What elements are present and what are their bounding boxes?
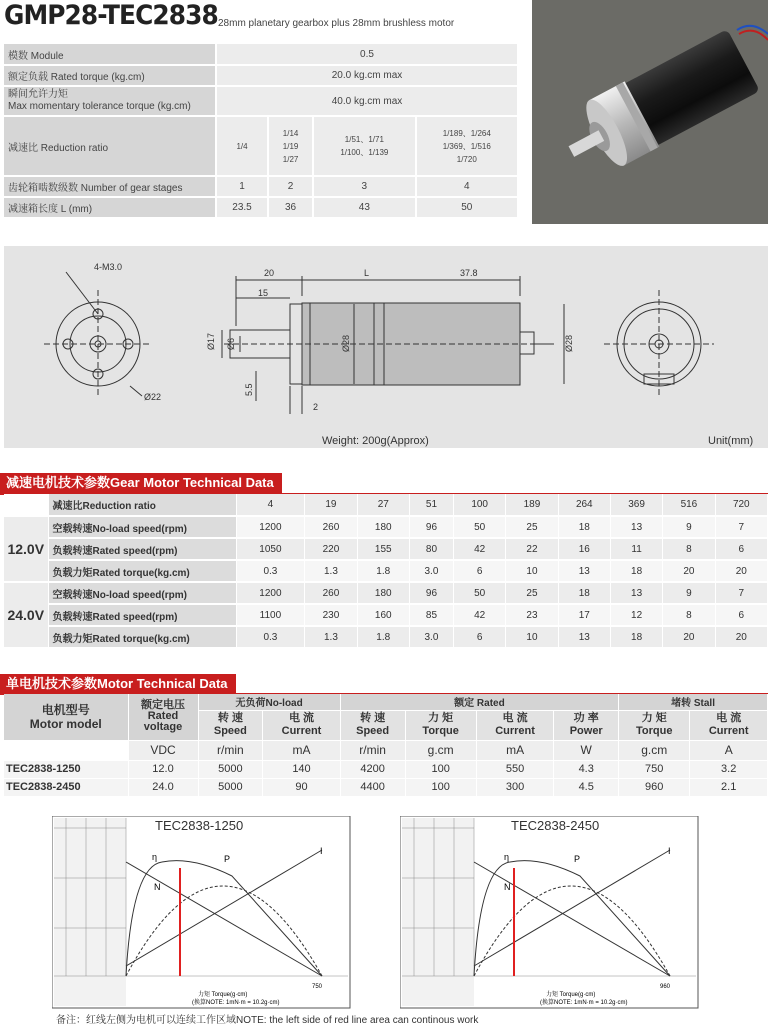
length-value: 50 — [416, 197, 518, 218]
ratio-option: 1/51、1/71 — [344, 135, 384, 144]
chart-xlabel: 力矩 Torque(g·cm) — [198, 992, 248, 998]
gear-cell: 25 — [506, 516, 558, 538]
gear-cell: 6 — [454, 626, 506, 648]
gear-cell: 260 — [305, 582, 357, 604]
dim-L: L — [364, 268, 370, 278]
col-header-en: Speed — [356, 725, 390, 737]
page-subtitle: 28mm planetary gearbox plus 28mm brushless motor — [218, 18, 455, 29]
gear-cell: 11 — [610, 538, 662, 560]
col-header — [476, 710, 554, 740]
chart-note: (换算NOTE: 1mN·m = 10.2g·cm) — [540, 1000, 628, 1006]
max-torque-value: 40.0 kg.cm max — [216, 86, 518, 116]
stages-value: 1 — [216, 176, 268, 197]
motor-cell: 960 — [619, 778, 690, 796]
gear-cell: 50 — [454, 516, 506, 538]
stages-value: 2 — [268, 176, 313, 197]
gear-cell: 1200 — [236, 582, 305, 604]
col-header-en: Speed — [213, 725, 247, 737]
gear-cell: 42 — [454, 604, 506, 626]
col-header-cn: 电 流 — [716, 712, 742, 724]
voltage-header-en1: Rated — [147, 710, 179, 723]
gear-cell: 10 — [506, 560, 558, 582]
col-header-en: Torque — [636, 725, 673, 737]
dim-d28-a: Ø28 — [341, 334, 351, 352]
unit-cell: W — [554, 740, 619, 760]
gear-cell: 96 — [409, 516, 453, 538]
dim-d6: Ø6 — [226, 337, 236, 350]
col-header-cn: 力 矩 — [641, 712, 667, 724]
ratio-option: 1/27 — [282, 154, 299, 164]
curve-i-label: I — [320, 846, 323, 856]
gear-cell: 0.3 — [236, 626, 305, 648]
motor-cell: 550 — [476, 760, 554, 778]
curve-n-label: N — [504, 882, 511, 892]
gear-cell: 7 — [715, 516, 767, 538]
gear-cell: 18 — [558, 582, 610, 604]
col-header-cn: 转 速 — [217, 712, 243, 724]
voltage-header-en2: voltage — [143, 721, 183, 734]
gear-cell: 10 — [506, 626, 558, 648]
gear-cell: 13 — [558, 560, 610, 582]
gear-cell: 1050 — [236, 538, 305, 560]
col-header — [263, 710, 341, 740]
dim-d22: Ø22 — [144, 392, 162, 402]
voltage-12: 12.0V — [4, 516, 48, 582]
col-header-en: Current — [708, 725, 749, 737]
ratio-row — [4, 494, 768, 516]
gear-cell: 6 — [454, 560, 506, 582]
motor-cell: 4200 — [340, 760, 405, 778]
performance-chart-2450 — [400, 816, 700, 1010]
motor-cell: 100 — [405, 760, 476, 778]
voltage-header-cn: 额定电压 — [141, 699, 185, 712]
col-header-en: Power — [569, 725, 603, 737]
module-value: 0.5 — [216, 44, 518, 65]
motor-cell: 12.0 — [128, 760, 198, 778]
stall-group: 堵转 Stall — [619, 694, 768, 710]
ratio-cell: 189 — [506, 494, 558, 516]
gear-cell: 9 — [663, 582, 715, 604]
model-header — [4, 694, 128, 740]
chart-1250-title: TEC2838-1250 — [155, 818, 244, 833]
gear-cell: 160 — [357, 604, 409, 626]
dim-d17: Ø17 — [206, 332, 216, 350]
max-torque-label-cn: 瞬间允许力矩 — [8, 89, 68, 100]
motor-row — [4, 778, 768, 796]
motor-cell: 4.3 — [554, 760, 619, 778]
gear-cell: 9 — [663, 516, 715, 538]
ratio-cell: 51 — [409, 494, 453, 516]
unit-cell: mA — [263, 740, 341, 760]
rated-torque-value: 20.0 kg.cm max — [216, 65, 518, 86]
ratio-cell: 27 — [357, 494, 409, 516]
gear-cell: 80 — [409, 538, 453, 560]
model-header-en: Motor model — [29, 716, 102, 731]
product-photo — [532, 0, 768, 224]
motor-table — [4, 694, 768, 797]
gear-cell: 230 — [305, 604, 357, 626]
chart-xlabel: 力矩 Torque(g·cm) — [546, 992, 596, 998]
gear-motor-heading: 减速电机技术参数Gear Motor Technical Data — [0, 473, 282, 493]
length-value: 36 — [268, 197, 313, 218]
rated-speed-label: 负载转速Rated speed(rpm) — [48, 538, 236, 560]
performance-chart-1250 — [52, 816, 352, 1010]
col-header — [198, 710, 263, 740]
gear-cell: 13 — [610, 582, 662, 604]
curve-p-label: P — [224, 854, 231, 864]
gear-cell: 18 — [610, 560, 662, 582]
unit-cell: g.cm — [405, 740, 476, 760]
unit-label: Unit(mm) — [708, 435, 754, 447]
gear-cell: 20 — [715, 560, 767, 582]
curve-p-label: P — [574, 854, 581, 864]
ratio-cell: 4 — [236, 494, 305, 516]
dim-m3: 4-M3.0 — [94, 262, 123, 272]
gear-cell: 25 — [506, 582, 558, 604]
model-header-cn: 电机型号 — [41, 702, 90, 717]
gear-cell: 220 — [305, 538, 357, 560]
col-header-cn: 电 流 — [288, 712, 315, 724]
dim-2: 2 — [313, 402, 319, 412]
weight-label: Weight: 200g(Approx) — [322, 435, 429, 447]
col-header-cn: 功 率 — [573, 712, 599, 724]
col-header — [619, 710, 690, 740]
ratio-option: 1/4 — [236, 141, 248, 151]
col-header — [340, 710, 405, 740]
dim-378: 37.8 — [460, 268, 478, 278]
motor-cell: 5000 — [198, 760, 263, 778]
gear-cell: 96 — [409, 582, 453, 604]
gear-cell: 0.3 — [236, 560, 305, 582]
length-value: 23.5 — [216, 197, 268, 218]
unit-blank — [4, 740, 128, 760]
max-torque-label — [4, 86, 216, 116]
gear-cell: 3.0 — [409, 626, 453, 648]
dim-15: 15 — [258, 288, 269, 298]
stages-label: 齿轮箱啮数级数 Number of gear stages — [4, 176, 216, 197]
unit-cell: mA — [476, 740, 554, 760]
gear-cell: 1.3 — [305, 560, 357, 582]
motor-cell: 100 — [405, 778, 476, 796]
gear-cell: 6 — [715, 538, 767, 560]
noload-label: 空载转速No-load speed(rpm) — [48, 582, 236, 604]
unit-cell: r/min — [198, 740, 263, 760]
col-header-en: Current — [495, 725, 535, 737]
ratio-option: 1/100、1/139 — [340, 148, 389, 157]
gear-motor-table — [4, 494, 768, 649]
ratio-group — [313, 116, 415, 176]
noload-group: 无负荷No-load — [198, 694, 340, 710]
motor-cell: 3.2 — [690, 760, 768, 778]
max-torque-label-en: Max momentary tolerance torque (kg.cm) — [8, 101, 191, 112]
ratio-cell: 516 — [663, 494, 715, 516]
gear-cell: 20 — [663, 560, 715, 582]
rated-group: 额定 Rated — [340, 694, 618, 710]
dim-d28-b: Ø28 — [564, 334, 574, 352]
chart-2450-title: TEC2838-2450 — [511, 818, 600, 833]
gearbox-spec-table — [4, 44, 519, 219]
col-header — [690, 710, 768, 740]
gear-cell: 20 — [715, 626, 767, 648]
col-header-cn: 电 流 — [502, 712, 528, 724]
gear-cell: 7 — [715, 582, 767, 604]
col-header — [554, 710, 619, 740]
motor-cell: 4400 — [340, 778, 405, 796]
gear-cell: 8 — [663, 604, 715, 626]
gear-cell: 17 — [558, 604, 610, 626]
motor-cell: 5000 — [198, 778, 263, 796]
dim-55: 5.5 — [244, 383, 254, 396]
ratio-cell: 100 — [454, 494, 506, 516]
motor-cell: 4.5 — [554, 778, 619, 796]
rated-torque-label: 负载力矩Rated torque(kg.cm) — [48, 626, 236, 648]
ratio-group — [268, 116, 313, 176]
ratio-cell: 264 — [558, 494, 610, 516]
gear-cell: 16 — [558, 538, 610, 560]
motor-cell: 750 — [619, 760, 690, 778]
gear-cell: 3.0 — [409, 560, 453, 582]
ratio-cell: 720 — [715, 494, 767, 516]
gear-cell: 20 — [663, 626, 715, 648]
gear-motor-section — [0, 473, 282, 493]
gear-cell: 12 — [610, 604, 662, 626]
ratio-cell: 19 — [305, 494, 357, 516]
gear-cell: 85 — [409, 604, 453, 626]
ratio-option: 1/19 — [282, 141, 299, 151]
dimension-drawing — [4, 246, 768, 448]
chart-xmax: 750 — [312, 984, 323, 990]
gear-cell: 23 — [506, 604, 558, 626]
ratio-group — [416, 116, 518, 176]
col-header-cn: 力 矩 — [428, 712, 454, 724]
gear-cell: 13 — [558, 626, 610, 648]
gear-cell: 1.8 — [357, 626, 409, 648]
unit-cell: VDC — [128, 740, 198, 760]
gear-cell: 1.3 — [305, 626, 357, 648]
voltage-header — [128, 694, 198, 740]
curve-i-label: I — [668, 846, 671, 856]
motor-cell: 24.0 — [128, 778, 198, 796]
ratio-option: 1/720 — [456, 154, 477, 164]
ratio-option: 1/189、1/264 — [442, 128, 491, 138]
page-title: GMP28-TEC2838 — [4, 0, 218, 31]
rated-torque-label: 负载力矩Rated torque(kg.cm) — [48, 560, 236, 582]
gear-cell: 42 — [454, 538, 506, 560]
ratio-row-label: 减速比Reduction ratio — [48, 494, 236, 516]
noload-label: 空载转速No-load speed(rpm) — [48, 516, 236, 538]
unit-cell: g.cm — [619, 740, 690, 760]
stages-value: 4 — [416, 176, 518, 197]
motor-row — [4, 760, 768, 778]
motor-model: TEC2838-2450 — [4, 778, 128, 796]
gear-cell: 18 — [558, 516, 610, 538]
unit-cell: A — [690, 740, 768, 760]
col-header-en: Current — [281, 725, 322, 737]
curve-eta-label: η — [504, 852, 510, 862]
unit-cell: r/min — [340, 740, 405, 760]
col-header — [405, 710, 476, 740]
gear-cell: 22 — [506, 538, 558, 560]
ratio-label: 减速比 Reduction ratio — [4, 116, 216, 176]
motor-model: TEC2838-1250 — [4, 760, 128, 778]
motor-cell: 2.1 — [690, 778, 768, 796]
gear-cell: 180 — [357, 516, 409, 538]
gear-cell: 50 — [454, 582, 506, 604]
gear-cell: 1.8 — [357, 560, 409, 582]
length-value: 43 — [313, 197, 415, 218]
motor-section — [0, 674, 236, 694]
gear-cell: 8 — [663, 538, 715, 560]
col-header-cn: 转 速 — [360, 712, 386, 724]
ratio-cell: 369 — [610, 494, 662, 516]
gear-cell: 260 — [305, 516, 357, 538]
ratio-option: 1/14 — [282, 128, 299, 138]
dim-20: 20 — [264, 268, 275, 278]
ratio-group — [216, 116, 268, 176]
module-label: 模数 Module — [4, 44, 216, 65]
length-label: 减速箱长度 L (mm) — [4, 197, 216, 218]
voltage-24: 24.0V — [4, 582, 48, 648]
chart-xmax: 960 — [660, 984, 671, 990]
gear-cell: 155 — [357, 538, 409, 560]
motor-cell: 90 — [263, 778, 341, 796]
motor-cell: 140 — [263, 760, 341, 778]
chart-note: (换算NOTE: 1mN·m = 10.2g·cm) — [192, 1000, 280, 1006]
curve-n-label: N — [154, 882, 161, 892]
gear-cell: 1200 — [236, 516, 305, 538]
stages-value: 3 — [313, 176, 415, 197]
curve-eta-label: η — [152, 852, 158, 862]
rated-torque-label: 额定负载 Rated torque (kg.cm) — [4, 65, 216, 86]
gear-cell: 1100 — [236, 604, 305, 626]
rated-speed-label: 负载转速Rated speed(rpm) — [48, 604, 236, 626]
gear-cell: 18 — [610, 626, 662, 648]
motor-heading: 单电机技术参数Motor Technical Data — [0, 674, 236, 694]
ratio-option: 1/369、1/516 — [442, 141, 491, 151]
gear-cell: 6 — [715, 604, 767, 626]
col-header-en: Torque — [422, 725, 459, 737]
motor-cell: 300 — [476, 778, 554, 796]
gear-cell: 13 — [610, 516, 662, 538]
footnote: 备注：红线左侧为电机可以连续工作区域NOTE: the left side of red line area can continous work — [56, 1015, 479, 1026]
gear-cell: 180 — [357, 582, 409, 604]
